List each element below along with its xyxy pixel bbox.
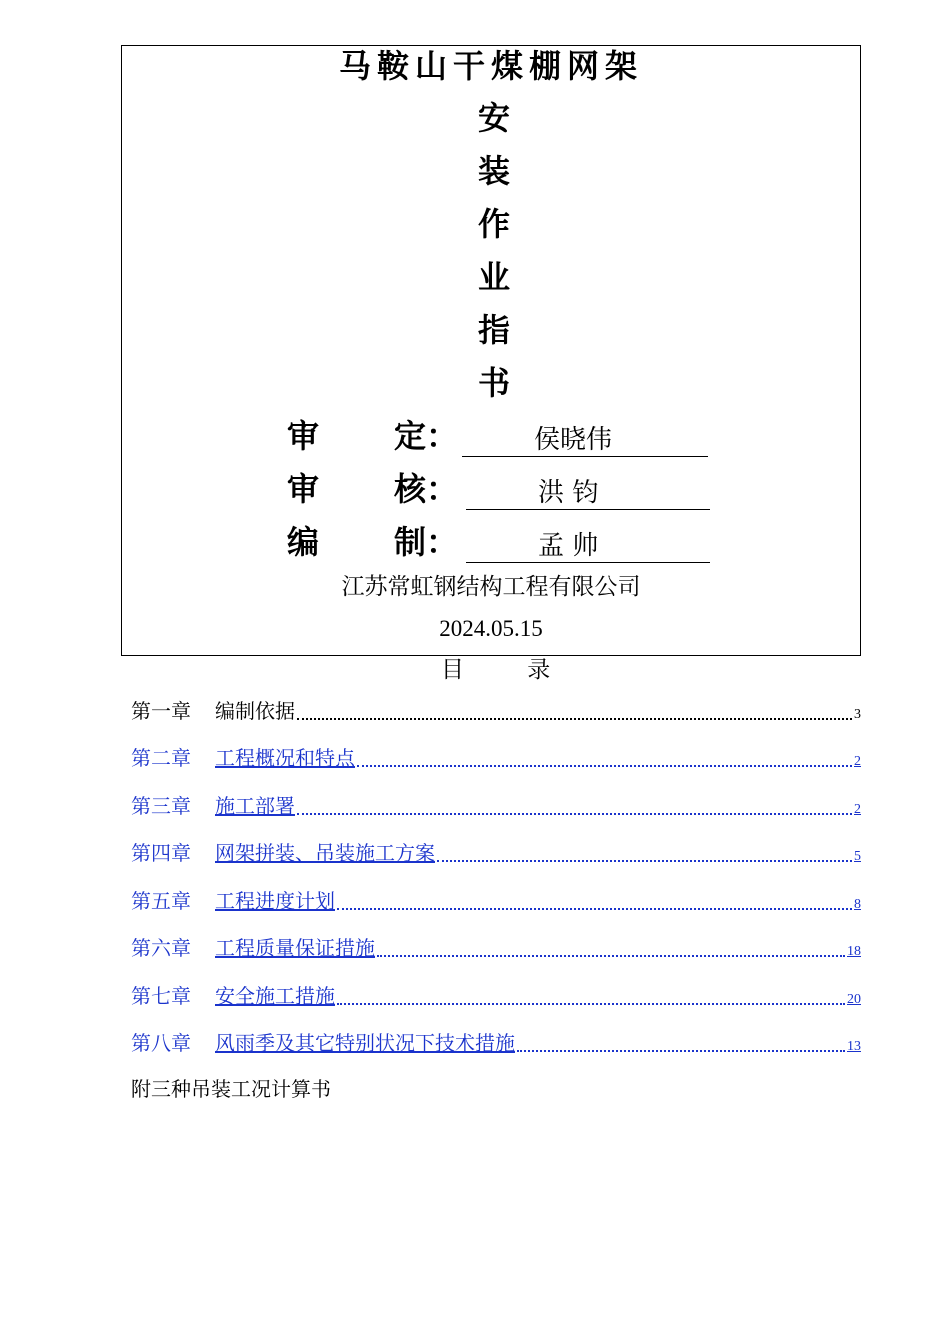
signature-name: 孟 帅 [538, 531, 599, 561]
toc-chapter: 第六章 [131, 936, 191, 960]
toc-page-number: 20 [847, 992, 861, 1007]
toc-page-number: 18 [847, 944, 861, 959]
signature-label: 编 [287, 523, 320, 561]
toc-page-number: 2 [854, 802, 861, 817]
toc-leader [357, 765, 852, 767]
toc-chapter: 第四章 [131, 841, 191, 865]
toc-entry-link[interactable] [131, 884, 861, 914]
signature-underline [466, 475, 710, 510]
toc-entry-link[interactable] [131, 979, 861, 1009]
signature-row-author [122, 520, 860, 568]
signature-underline [466, 528, 710, 563]
signature-label: 审 [287, 417, 320, 455]
toc-entry-title: 工程质量保证措施 [215, 936, 375, 960]
toc-page-number: 2 [854, 754, 861, 769]
toc-page-number: 3 [854, 707, 861, 722]
toc-entry-link[interactable] [131, 1026, 861, 1056]
document-date: 2024.05.15 [439, 616, 543, 641]
signature-label: 制： [394, 523, 459, 561]
toc-leader [337, 908, 852, 910]
toc-leader [337, 1003, 845, 1005]
toc-page-number: 5 [854, 849, 861, 864]
toc-leader [517, 1050, 845, 1052]
toc-entry-link[interactable] [131, 789, 861, 819]
toc-entry[interactable] [131, 694, 861, 724]
toc-chapter: 第八章 [131, 1031, 191, 1055]
toc-entry-title: 网架拼装、吊装施工方案 [215, 841, 435, 865]
toc-entry-title: 施工部署 [215, 794, 295, 818]
toc-entry-title: 编制依据 [215, 699, 295, 723]
signature-label: 审 [287, 470, 320, 508]
signature-underline [462, 422, 708, 457]
toc-chapter: 第一章 [131, 699, 191, 723]
toc-appendix: 附三种吊装工况计算书 [131, 1077, 331, 1101]
signature-name: 侯晓伟 [534, 425, 613, 455]
toc-entry-title: 工程概况和特点 [215, 746, 355, 770]
toc-entry-link[interactable] [131, 741, 861, 771]
toc-page-number: 8 [854, 897, 861, 912]
title-char: 书 [477, 364, 510, 402]
toc-heading: 目 录 [441, 657, 551, 683]
toc-leader [437, 860, 852, 862]
signature-row-reviewer [122, 467, 860, 515]
toc-page-number: 13 [847, 1039, 861, 1054]
toc-chapter: 第三章 [131, 794, 191, 818]
signature-row-approver [122, 414, 860, 462]
company-name: 江苏常虹钢结构工程有限公司 [341, 574, 641, 600]
toc-entry-title: 风雨季及其它特别状况下技术措施 [215, 1031, 515, 1055]
toc-chapter: 第七章 [131, 984, 191, 1008]
toc-leader [297, 718, 852, 720]
toc-entry-title: 安全施工措施 [215, 984, 335, 1008]
signature-label: 核： [394, 470, 459, 508]
title-char: 装 [477, 152, 510, 190]
title-char: 指 [477, 311, 510, 349]
title-char: 作 [477, 205, 510, 243]
toc-entry-title: 工程进度计划 [215, 889, 335, 913]
signature-name: 洪 钧 [538, 478, 599, 508]
cover-frame [121, 45, 861, 656]
toc-chapter: 第二章 [131, 746, 191, 770]
toc-entry-link[interactable] [131, 836, 861, 866]
signature-label: 定： [394, 417, 459, 455]
toc-leader [297, 813, 852, 815]
document-title: 马鞍山干煤棚网架 [338, 47, 643, 85]
toc-leader [377, 955, 845, 957]
toc-entry-link[interactable] [131, 931, 861, 961]
toc-chapter: 第五章 [131, 889, 191, 913]
title-char: 业 [477, 258, 510, 296]
title-char: 安 [477, 99, 510, 137]
